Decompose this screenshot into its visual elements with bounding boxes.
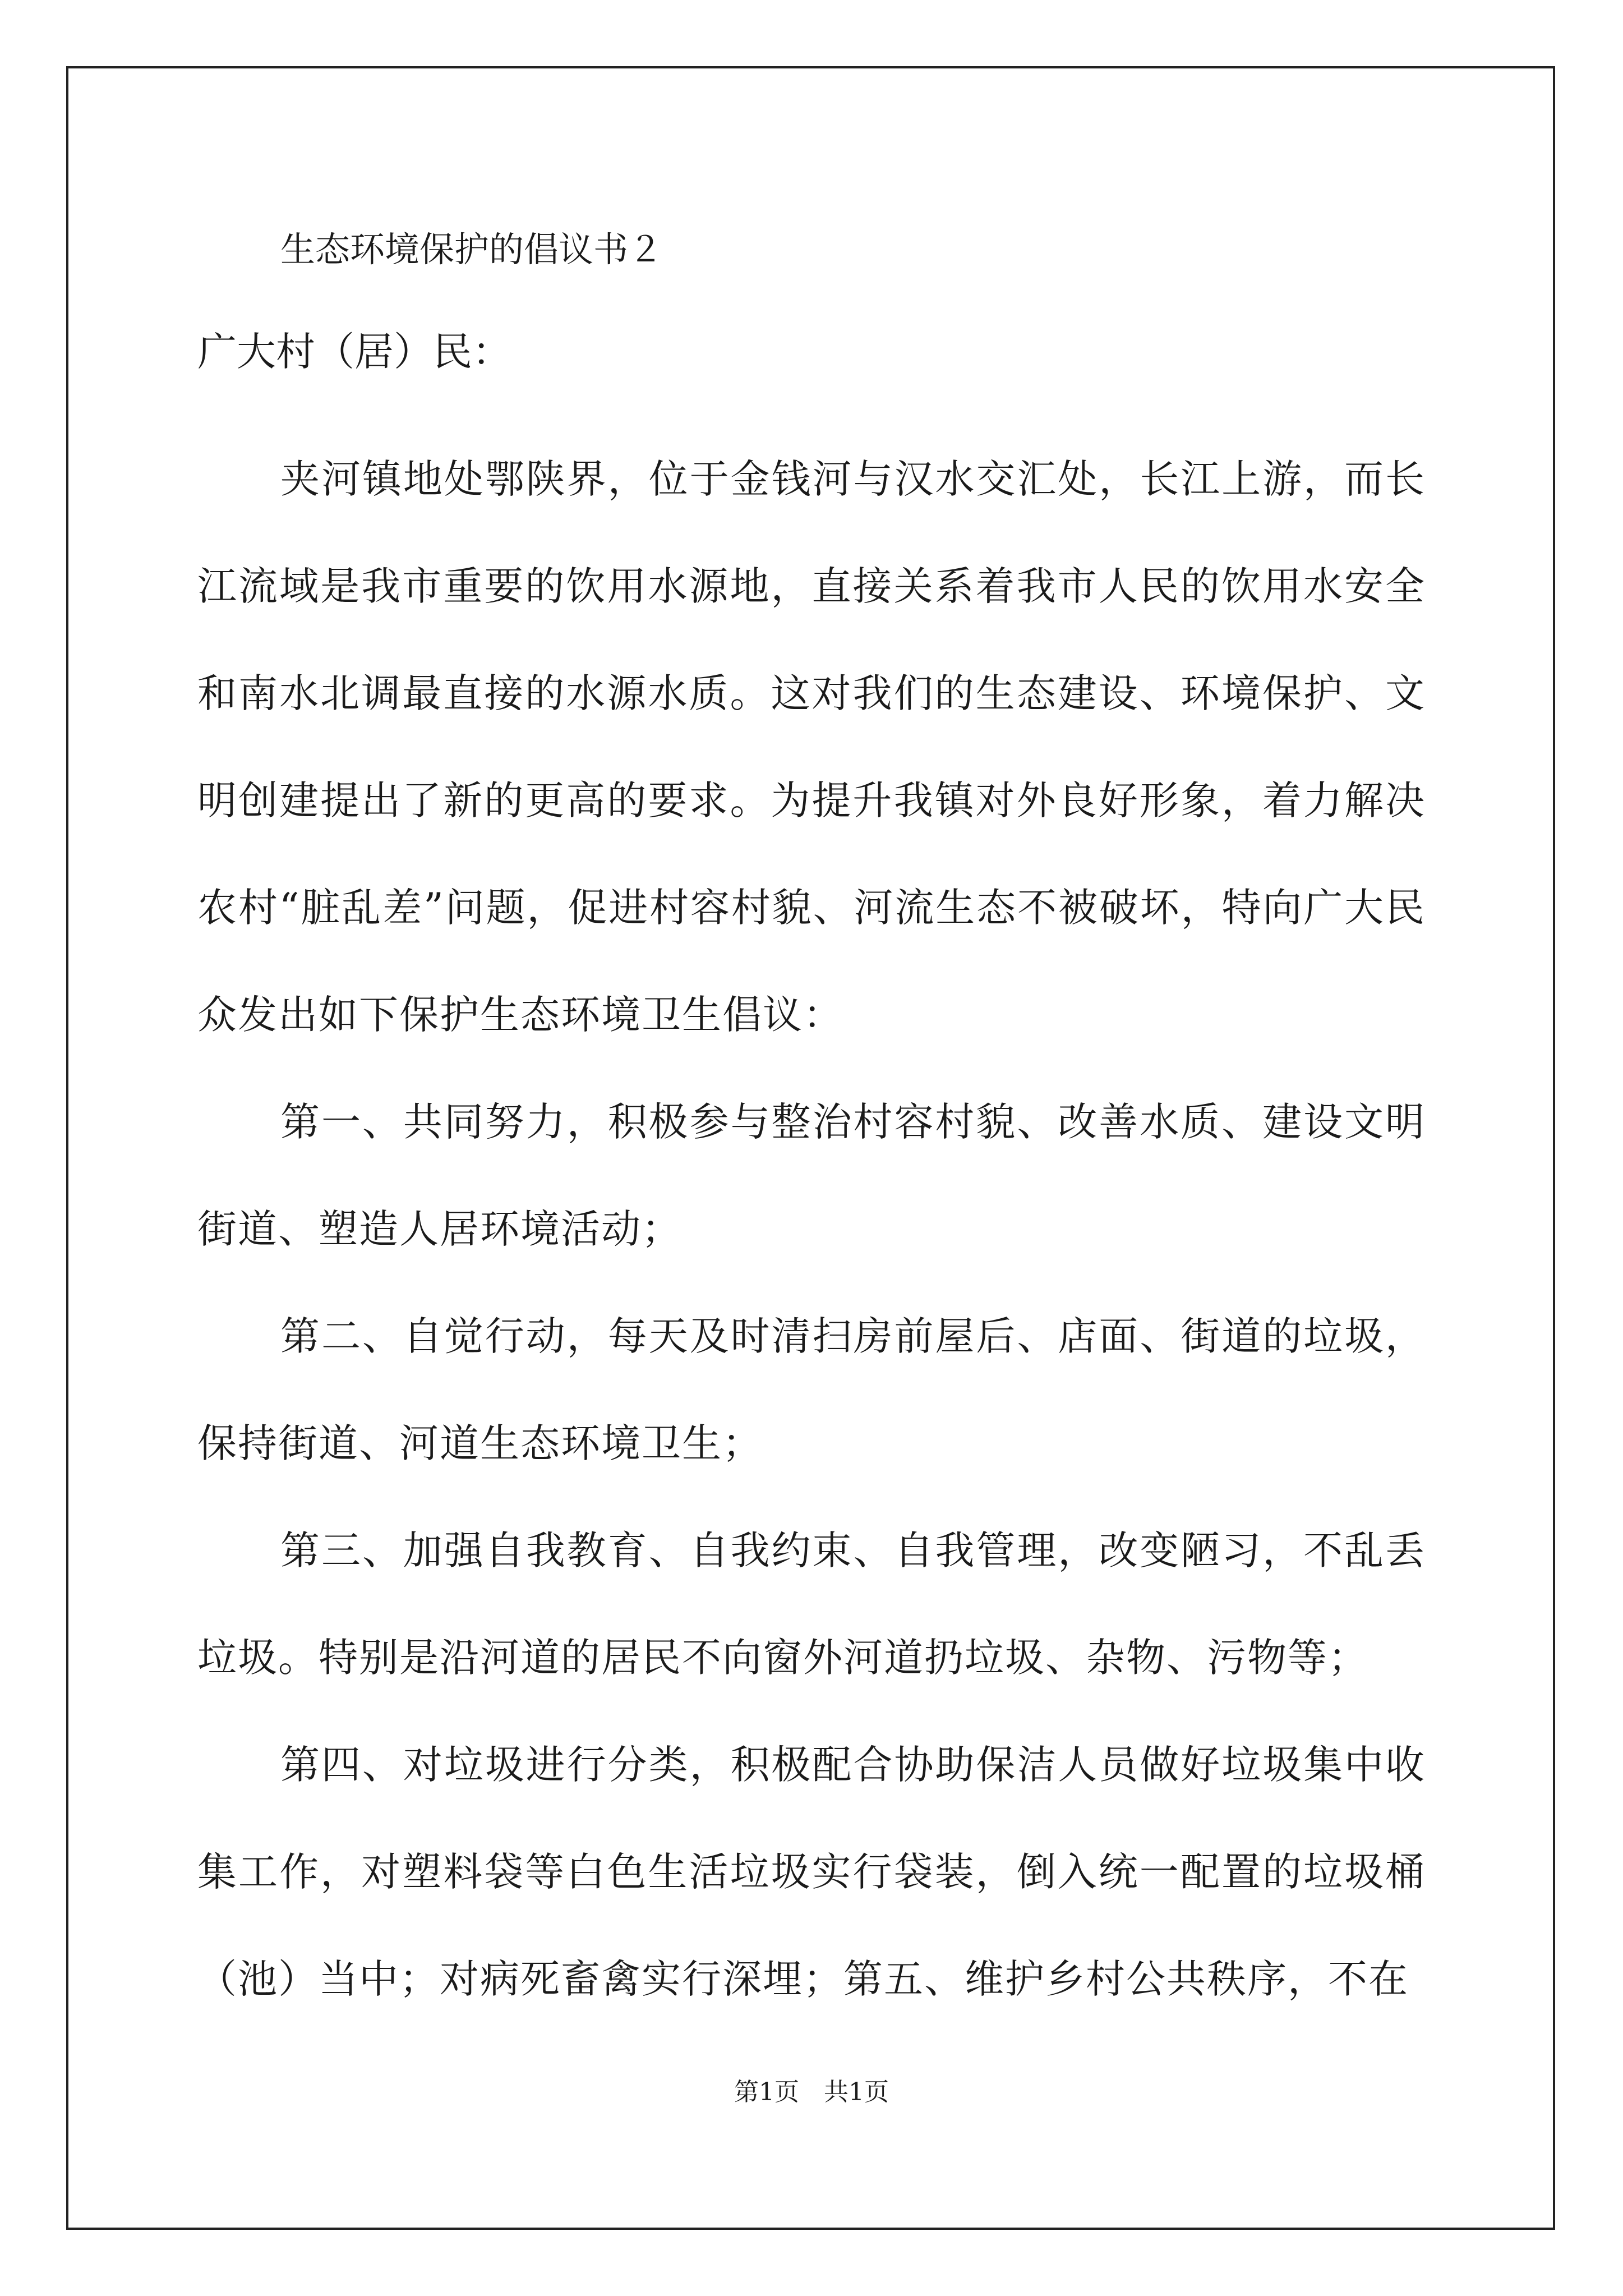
paragraph-item-1: 第一、共同努力，积极参与整治村容村貌、改善水质、建设文明街道、塑造人居环境活动； [197,1099,1426,1252]
document-body [197,222,1426,2033]
paragraph-item-3: 第三、加强自我教育、自我约束、自我管理，改变陋习，不乱丢垃圾。特别是沿河道的居民不向窗外河道扔垃圾、杂物、污物等； [197,1527,1426,1681]
paragraph-item-2: 第二、自觉行动，每天及时清扫房前屋后、店面、街道的垃圾，保持街道、河道生态环境卫生； [197,1313,1426,1466]
salutation: 广大村（居）民： [197,329,511,375]
paragraph-intro: 夹河镇地处鄂陕界，位于金钱河与汉水交汇处，长江上游，而长江流域是我市重要的饮用水源地，直接关系着我市人民的饮用水安全和南水北调最直接的水源水质。这对我们的生态建设、环境保护、文明创建提出了新的更高的要求。为提升我镇对外良好形象，着力解决农村“脏乱差”问题，促进村容村貌、河流生态不被破坏，特向广大民众发出如下保护生态环境卫生倡议： [197,456,1426,1038]
document-title: 生态环境保护的倡议书２ [280,229,663,270]
page-footer: 第1页 共1页 [734,2078,889,2106]
paragraph-item-4: 第四、对垃圾进行分类，积极配合协助保洁人员做好垃圾集中收集工作，对塑料袋等白色生活垃圾实行袋装，倒入统一配置的垃圾桶（池）当中；对病死畜禽实行深埋；第五、维护乡村公共秩序，不在 [197,1742,1426,2002]
